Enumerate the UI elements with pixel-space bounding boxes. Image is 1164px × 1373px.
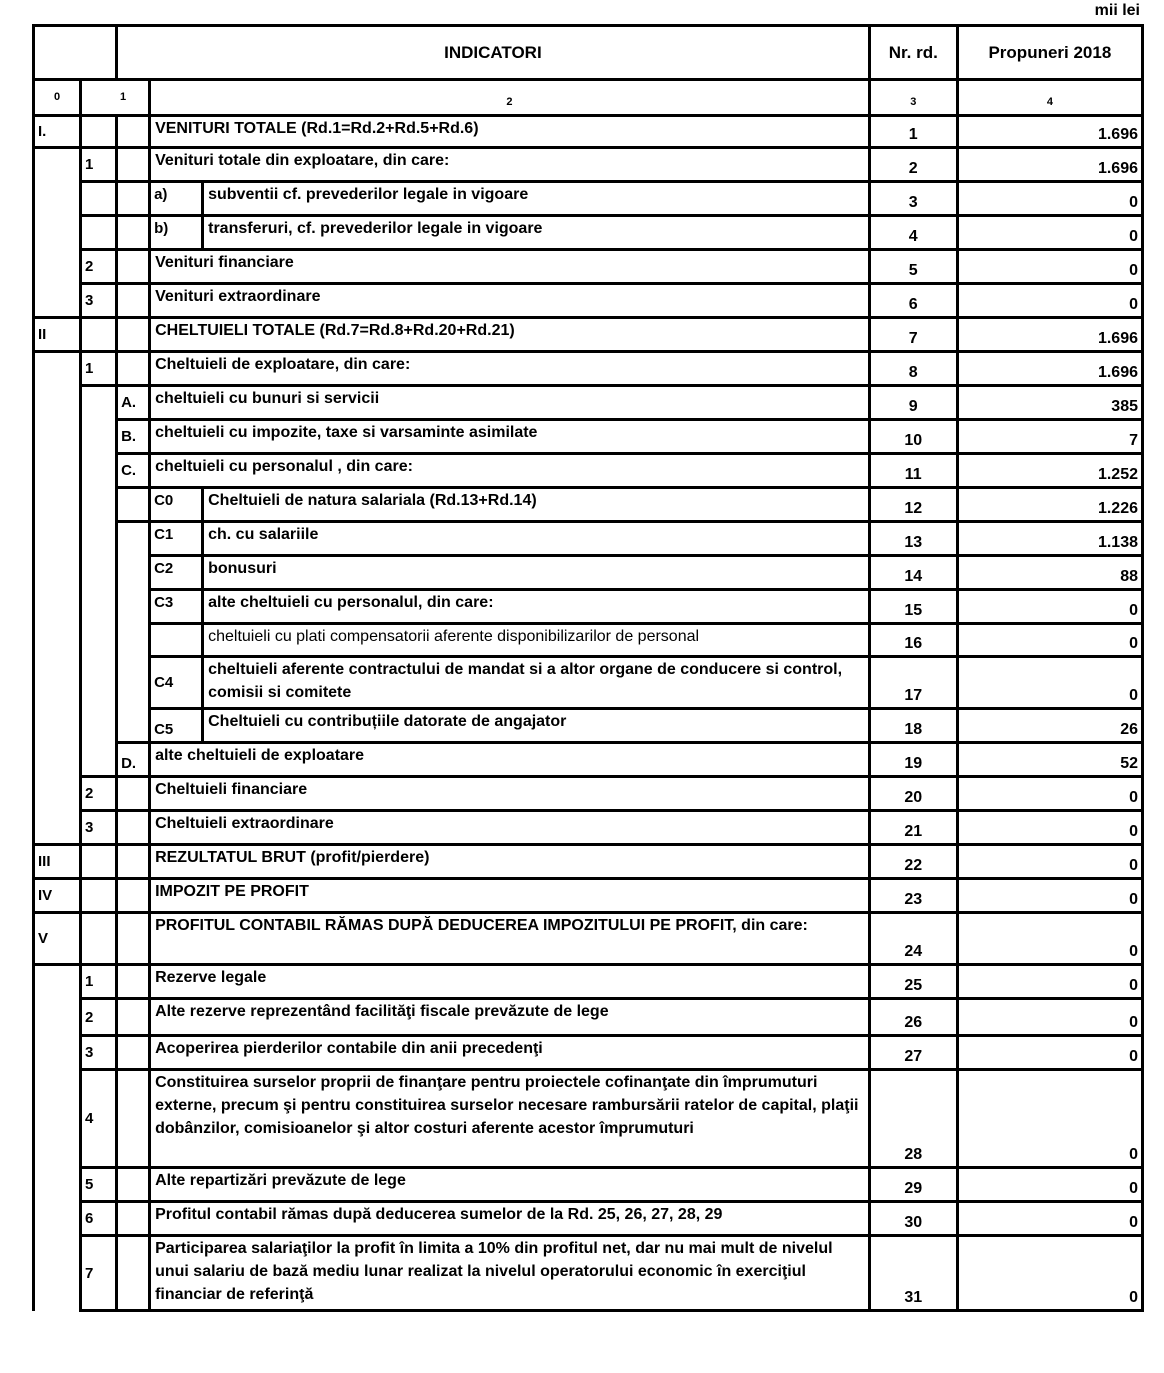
level2-code [117, 1236, 150, 1311]
indicator-label: IMPOZIT PE PROFIT [150, 879, 870, 913]
level2-code [117, 913, 150, 965]
sub-code: C3 [150, 590, 203, 624]
roman-code: I. [34, 116, 81, 148]
level1-code: 5 [81, 1168, 117, 1202]
level2-code: A. [117, 386, 150, 420]
indicator-label: REZULTATUL BRUT (profit/pierdere) [150, 845, 870, 879]
table-row [34, 386, 1143, 420]
indicator-label: ch. cu salariile [203, 522, 870, 556]
indicator-label: PROFITUL CONTABIL RĂMAS DUPĂ DEDUCEREA IMPOZITULUI PE PROFIT, din care: [150, 913, 870, 965]
sub-code: C2 [150, 556, 203, 590]
level1-spine [81, 386, 117, 777]
table-row [34, 250, 1143, 284]
indicator-label: Alte rezerve reprezentând facilităţi fiscale prevăzute de lege [150, 999, 870, 1036]
row-number: 23 [869, 879, 957, 913]
table-row [34, 352, 1143, 386]
level2-code [117, 318, 150, 352]
level2-code [117, 845, 150, 879]
row-number: 24 [869, 913, 957, 965]
row-number: 18 [869, 709, 957, 743]
budget-table-sheet [32, 24, 1144, 1312]
level1-code: 1 [81, 352, 117, 386]
indicator-label: cheltuieli cu plati compensatorii aferente disponibilizarilor de personal [203, 624, 870, 657]
indicator-label: cheltuieli cu personalul , din care: [150, 454, 870, 488]
row-value: 52 [957, 743, 1142, 777]
row-number: 27 [869, 1036, 957, 1070]
indicator-label: subventii cf. prevederilor legale in vigoare [203, 182, 870, 216]
sub-code [150, 624, 203, 657]
table-row [34, 488, 1143, 522]
row-number: 7 [869, 318, 957, 352]
row-number: 5 [869, 250, 957, 284]
table-row [34, 590, 1143, 624]
row-value: 1.138 [957, 522, 1142, 556]
table-row [34, 845, 1143, 879]
indicator-label: CHELTUIELI TOTALE (Rd.7=Rd.8+Rd.20+Rd.21) [150, 318, 870, 352]
table-row [34, 148, 1143, 182]
header-row [34, 26, 1143, 80]
row-number: 13 [869, 522, 957, 556]
indicator-label: Acoperirea pierderilor contabile din anii precedenţi [150, 1036, 870, 1070]
sub-code: b) [150, 216, 203, 250]
table-row [34, 777, 1143, 811]
row-value: 0 [957, 182, 1142, 216]
sub-code: C5 [150, 709, 203, 743]
row-value: 0 [957, 1070, 1142, 1168]
level2-code: D. [117, 743, 150, 777]
indicator-label: Participarea salariaţilor la profit în limita a 10% din profitul net, dar nu mai mult de nivelul unui salariu de bază mediu lunar realizat la nivelul operatorului economic în exerciţiul financiar de referinţă [150, 1236, 870, 1311]
table-row [34, 216, 1143, 250]
row-number: 17 [869, 657, 957, 709]
indicator-label: Venituri financiare [150, 250, 870, 284]
table-row [34, 999, 1143, 1036]
level2-code [117, 1070, 150, 1168]
row-value: 0 [957, 965, 1142, 999]
row-value: 1.226 [957, 488, 1142, 522]
row-number: 29 [869, 1168, 957, 1202]
table-row [34, 1236, 1143, 1311]
table-row [34, 522, 1143, 556]
row-value: 1.696 [957, 116, 1142, 148]
table-row [34, 556, 1143, 590]
unit-label: mii lei [1094, 2, 1140, 19]
table-row [34, 1202, 1143, 1236]
indicator-label: VENITURI TOTALE (Rd.1=Rd.2+Rd.5+Rd.6) [150, 116, 870, 148]
level2-code [117, 1202, 150, 1236]
row-value: 0 [957, 624, 1142, 657]
indicator-label: bonusuri [203, 556, 870, 590]
row-value: 0 [957, 284, 1142, 318]
row-value: 1.696 [957, 352, 1142, 386]
level2-code: B. [117, 420, 150, 454]
row-number: 2 [869, 148, 957, 182]
table-row [34, 1070, 1143, 1168]
budget-table [32, 24, 1144, 1312]
level2-code [117, 216, 150, 250]
row-value: 1.252 [957, 454, 1142, 488]
indicator-label: Profitul contabil rămas după deducerea sumelor de la Rd. 25, 26, 27, 28, 29 [150, 1202, 870, 1236]
indicator-label: Cheltuieli cu contribuțiile datorate de angajator [203, 709, 870, 743]
level2-code [117, 777, 150, 811]
level1-code: 6 [81, 1202, 117, 1236]
table-row [34, 624, 1143, 657]
row-value: 1.696 [957, 148, 1142, 182]
row-value: 7 [957, 420, 1142, 454]
roman-code: II [34, 318, 81, 352]
header-blank-cell [34, 26, 117, 80]
level1-code [81, 216, 117, 250]
table-row [34, 743, 1143, 777]
row-value: 0 [957, 1036, 1142, 1070]
level1-code: 2 [81, 777, 117, 811]
table-row [34, 965, 1143, 999]
table-row [34, 1036, 1143, 1070]
roman-spine [34, 148, 81, 318]
row-number: 14 [869, 556, 957, 590]
level1-code [81, 116, 117, 148]
column-number: 0 [34, 80, 81, 116]
row-number: 10 [869, 420, 957, 454]
header-propuneri: Propuneri 2018 [957, 26, 1142, 80]
indicator-label: cheltuieli aferente contractului de mandat si a altor organe de conducere si control, comisii si comitete [203, 657, 870, 709]
row-value: 1.696 [957, 318, 1142, 352]
row-number: 12 [869, 488, 957, 522]
level2-code [117, 116, 150, 148]
row-number: 19 [869, 743, 957, 777]
roman-spine [34, 352, 81, 845]
sub-code: C4 [150, 657, 203, 709]
row-number: 20 [869, 777, 957, 811]
level1-code: 1 [81, 148, 117, 182]
row-value: 0 [957, 999, 1142, 1036]
row-value: 0 [957, 879, 1142, 913]
level1-code: 1 [81, 965, 117, 999]
level2-spine [117, 522, 150, 743]
table-row [34, 913, 1143, 965]
row-value: 385 [957, 386, 1142, 420]
table-row [34, 811, 1143, 845]
roman-code: III [34, 845, 81, 879]
row-value: 0 [957, 1202, 1142, 1236]
table-row [34, 116, 1143, 148]
row-value: 88 [957, 556, 1142, 590]
table-row [34, 879, 1143, 913]
row-number: 26 [869, 999, 957, 1036]
indicator-label: Cheltuieli de natura salariala (Rd.13+Rd.14) [203, 488, 870, 522]
level2-code [117, 999, 150, 1036]
row-number: 28 [869, 1070, 957, 1168]
level2-code [117, 811, 150, 845]
level2-code [117, 879, 150, 913]
row-value: 0 [957, 845, 1142, 879]
table-row [34, 182, 1143, 216]
indicator-label: Venituri totale din exploatare, din care: [150, 148, 870, 182]
level1-code: 3 [81, 811, 117, 845]
sub-code: C0 [150, 488, 203, 522]
level1-code: 2 [81, 250, 117, 284]
indicator-label: Constituirea surselor proprii de finanţare pentru proiectele cofinanţate din împrumuturi externe, precum şi pentru constituirea surselor necesare rambursării ratelor de capital, plaţii dobânzilor, comisioanelor şi altor costuri aferente acestor împrumuturi [150, 1070, 870, 1168]
table-row [34, 1168, 1143, 1202]
table-row [34, 454, 1143, 488]
indicator-label: Cheltuieli extraordinare [150, 811, 870, 845]
indicator-label: cheltuieli cu impozite, taxe si varsaminte asimilate [150, 420, 870, 454]
roman-code: V [34, 913, 81, 965]
row-value: 0 [957, 1236, 1142, 1311]
row-number: 8 [869, 352, 957, 386]
sub-code: C1 [150, 522, 203, 556]
row-number: 22 [869, 845, 957, 879]
indicator-label: Alte repartizări prevăzute de lege [150, 1168, 870, 1202]
indicator-label: alte cheltuieli cu personalul, din care: [203, 590, 870, 624]
indicator-label: cheltuieli cu bunuri si servicii [150, 386, 870, 420]
level1-code: 3 [81, 284, 117, 318]
table-row [34, 420, 1143, 454]
level2-code [117, 1036, 150, 1070]
indicator-label: transferuri, cf. prevederilor legale in vigoare [203, 216, 870, 250]
row-number: 6 [869, 284, 957, 318]
column-number: 4 [957, 80, 1142, 116]
indicator-label: Cheltuieli financiare [150, 777, 870, 811]
indicator-label: alte cheltuieli de exploatare [150, 743, 870, 777]
sub-code: a) [150, 182, 203, 216]
row-number: 25 [869, 965, 957, 999]
level2-code [117, 965, 150, 999]
row-number: 3 [869, 182, 957, 216]
column-number-row [34, 80, 1143, 116]
column-number: 2 [150, 80, 870, 116]
level1-code: 2 [81, 999, 117, 1036]
level2-code [117, 352, 150, 386]
level2-code [117, 182, 150, 216]
row-number: 1 [869, 116, 957, 148]
row-value: 0 [957, 777, 1142, 811]
level2-code [117, 488, 150, 522]
row-value: 26 [957, 709, 1142, 743]
roman-spine [34, 965, 81, 1311]
row-value: 0 [957, 811, 1142, 845]
table-row [34, 657, 1143, 709]
row-number: 31 [869, 1236, 957, 1311]
level1-code [81, 845, 117, 879]
row-number: 4 [869, 216, 957, 250]
row-value: 0 [957, 590, 1142, 624]
table-row [34, 284, 1143, 318]
row-value: 0 [957, 657, 1142, 709]
row-number: 11 [869, 454, 957, 488]
indicator-label: Cheltuieli de exploatare, din care: [150, 352, 870, 386]
row-value: 0 [957, 216, 1142, 250]
level2-code [117, 284, 150, 318]
column-number: 3 [869, 80, 957, 116]
level1-code: 4 [81, 1070, 117, 1168]
indicator-label: Rezerve legale [150, 965, 870, 999]
level2-code: C. [117, 454, 150, 488]
level1-code: 7 [81, 1236, 117, 1311]
indicator-label: Venituri extraordinare [150, 284, 870, 318]
header-indicatori: INDICATORI [117, 26, 870, 80]
level1-code [81, 318, 117, 352]
header-nr-rd: Nr. rd. [869, 26, 957, 80]
level1-code: 3 [81, 1036, 117, 1070]
column-number: 1 [81, 80, 150, 116]
row-number: 21 [869, 811, 957, 845]
row-value: 0 [957, 1168, 1142, 1202]
level2-code [117, 250, 150, 284]
level1-code [81, 913, 117, 965]
row-value: 0 [957, 913, 1142, 965]
row-value: 0 [957, 250, 1142, 284]
table-row [34, 318, 1143, 352]
table-row [34, 709, 1143, 743]
row-number: 16 [869, 624, 957, 657]
level1-code [81, 879, 117, 913]
level2-code [117, 1168, 150, 1202]
roman-code: IV [34, 879, 81, 913]
row-number: 9 [869, 386, 957, 420]
level1-code [81, 182, 117, 216]
row-number: 30 [869, 1202, 957, 1236]
row-number: 15 [869, 590, 957, 624]
level2-code [117, 148, 150, 182]
